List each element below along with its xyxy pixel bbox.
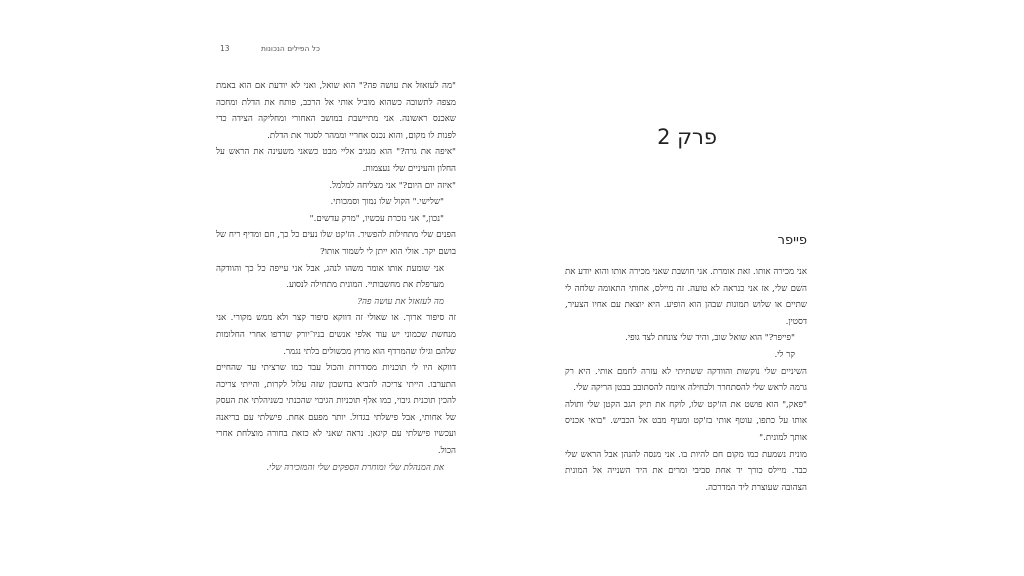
paragraph: "איפה את גרה?" הוא מגגיב אליי מבט כשאני משעינה את הראש על החלון והעיניים שלי נעצמות. (216, 147, 456, 174)
right-page (565, 0, 807, 576)
italic-thought: את המנהלת שלי ומוחרת הספקים שלי והמזכירה שלי. (266, 462, 444, 473)
paragraph: מונית נשמעת כמו מקום חם להיות בו. אני מנסה להנהן אבל הראש שלי כבד. מיילס כורך יד אחת סביבי ומרים את היד השנייה אל המונית הצהובה שעוצרת ליד המדרכה. (565, 449, 807, 493)
paragraph: "שלישי." הקול שלו נמוך וסמכותי. (330, 197, 444, 208)
left-page-body (216, 78, 456, 502)
italic-thought: מה לעזאזל את עושה פה? (357, 296, 444, 307)
page-number: 13 (220, 44, 230, 53)
paragraph: "נכון," אני נזכרת עכשיו, "מרק עדשים." (309, 213, 444, 224)
left-page (216, 0, 456, 576)
paragraph: דווקא היו לי תוכניות מסודרות והכול עבד כמו שרציתי עד שהחיים התערבו. הייתי צריכה להביא בחשבון שזה עלול לקרות, והייתי צריכה להכין תוכנית גיבוי, כמו אלף תוכניות הגיבוי שהכנתי כשניהלתי את העסק של אחותי, אבל פישלתי בגדול. יותר מפעם אחת. פישלתי עם בריאנה ועכשיו פישלתי עם קיגאן. נראה שאני לא כזאת בחורה מוצלחת אחרי הכול. (216, 363, 456, 457)
paragraph: קר לי. (774, 349, 795, 360)
section-title: פייפר (777, 233, 807, 248)
paragraph: זה סיפור ארוך. או שאולי זה דווקא סיפור קצר ולא ממש מקורי. אני מנחשת שכמוני יש עוד אלפי אנשים בניו־יורק שרדפו אחרי החלומות שלהם וגילו שהמרדף הוא מרוץ מכשולים בלתי נגמר. (216, 313, 456, 357)
paragraph: אני שומעת אותו אומר משהו לנהג, אבל אני עייפה כל כך והוודקה מערפלת את מחשבותיי. המונית מתחילה לנסוע. (216, 263, 444, 291)
right-page-body (565, 264, 807, 504)
paragraph: "מה לעזאזל את עושה פה?" הוא שואל, ואני לא יודעת אם הוא באמת מצפה לתשובה כשהוא מוביל אותי אל הרכב, פותח את הדלת ומחכה שאכנס ראשונה. אני מתיישבת במושב האחורי ומחליקה הצידה כדי לפנות לו מקום, והוא נכנס אחריי וממהר לסגור את הדלת. (216, 81, 456, 141)
chapter-title: פרק 2 (657, 125, 717, 149)
paragraph: "איזה יום היום?" אני מצליחה למלמל. (329, 180, 456, 191)
running-head-title: כל הפילים הנכונות (260, 44, 320, 53)
paragraph: אני מכירה אותו. זאת אומרת. אני חושבת שאני מכירה אותו והוא יודע את השם שלי, אז אני כנראה לא טועה. זה מיילס, אחותי התאומה שלחה לי שתיים או שלוש תמונות שבהן הוא הופיע. היא יוצאת עם אחיו הצעיר, דסטין. (565, 267, 807, 327)
paragraph: השיניים שלי נוקשות והוודקה ששתיתי לא עזרה לחמם אותי. היא רק גרמה לראש שלי להסתחרר ולבחילה איומה להסתובב בבטן הריקה שלי. (565, 366, 807, 394)
paragraph: "פייפר?" הוא שואל שוב, והיד שלי צונחת לצד גופי. (625, 333, 795, 344)
paragraph: הפנים שלי מתחילות להפשיר. הז'קט שלו נעים כל כך, חם ומדיף ריח של בושם יקר. אולי הוא ייתן לי לשמור אותו? (216, 230, 456, 257)
paragraph: "פאק," הוא פושט את הז'קט שלו, לוקח את תיק הגב הקטן שלי ותולה אותו על כתפו, עוטף אותי בז'קט ומעיף מבט אל הכביש. "בואי אכניס אותך למונית." (565, 399, 807, 443)
running-head (216, 44, 456, 56)
